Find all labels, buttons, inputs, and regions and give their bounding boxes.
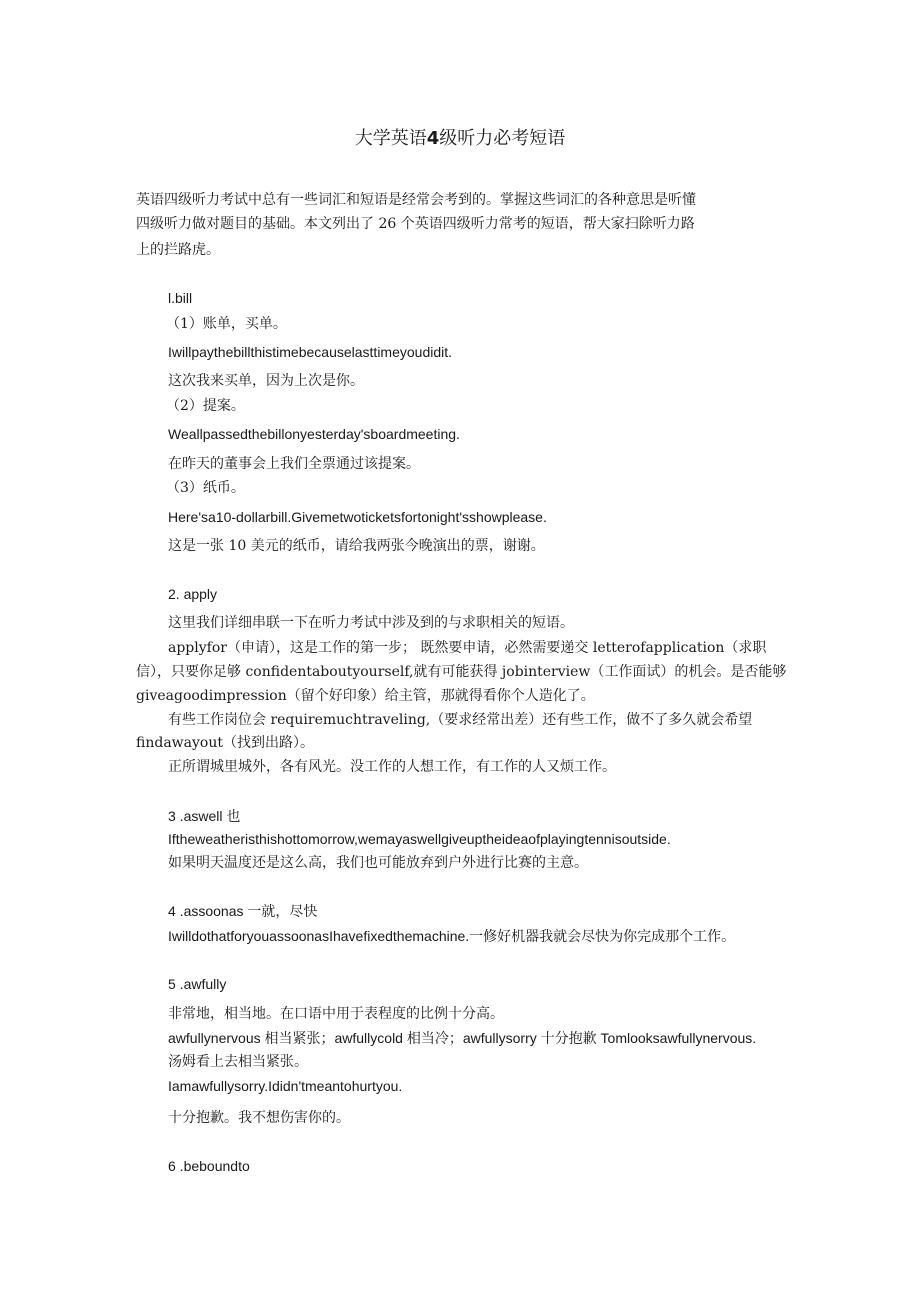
translation: 汤姆看上去相当紧张。 <box>168 1054 308 1070</box>
entry-heading: 3 .aswell 也 <box>168 808 241 824</box>
example-sentence: IwilldothatforyouassoonasIhavefixedthemachine.一修好机器我就会尽快为你完成那个工作。 <box>168 928 736 944</box>
intro-line: 上的拦路虎。 <box>136 242 220 258</box>
paragraph-line: 信），只要你足够 confidentaboutyourself,就有可能获得 jobinterview（工作面试）的机会。是否能够 <box>136 664 787 680</box>
translation: 如果明天温度还是这么高，我们也可能放弃到户外进行比赛的主意。 <box>168 855 588 871</box>
title-part2: 级听力必考短语 <box>439 128 566 149</box>
entry-heading: l.bill <box>168 290 193 306</box>
example-sentence: awfullynervous 相当紧张；awfullycold 相当冷；awfullysorry 十分抱歉 Tomlooksawfullynervous. <box>168 1030 757 1046</box>
translation: 在昨天的董事会上我们全票通过该提案。 <box>168 456 420 472</box>
translation: 十分抱歉。我不想伤害你的。 <box>168 1110 350 1126</box>
paragraph-line: giveagoodimpression（留个好印象）给主管，那就得看你个人造化了。 <box>136 688 595 704</box>
paragraph-line: findawayout（找到出路）。 <box>136 735 314 751</box>
entry-heading: 4 .assoonas 一就，尽快 <box>168 903 318 919</box>
intro-line: 四级听力做对题目的基础。本文列出了 26 个英语四级听力常考的短语，帮大家扫除听力路 <box>136 216 695 232</box>
example-sentence: Here'sa10-dollarbill.Givemetwoticketsfortonight'sshowplease. <box>168 509 547 525</box>
example-sentence: Weallpassedthebillonyesterday'sboardmeeting. <box>168 426 460 442</box>
paragraph-line: 正所谓城里城外，各有风光。没工作的人想工作，有工作的人又烦工作。 <box>168 759 616 775</box>
example-sentence: Iamawfullysorry.Ididn'tmeantohurtyou. <box>168 1078 403 1094</box>
example-sentence: Iftheweatheristhishottomorrow,wemayaswellgiveuptheideaofplayingtennisoutside. <box>168 831 671 847</box>
intro-line: 英语四级听力考试中总有一些词汇和短语是经常会考到的。掌握这些词汇的各种意思是听懂 <box>136 192 696 208</box>
sense-label: （2）提案。 <box>166 398 245 414</box>
title-part1: 大学英语 <box>354 128 427 149</box>
page-title <box>0 127 920 151</box>
sense-label: （3）纸币。 <box>166 480 245 496</box>
title-number: 4 <box>426 128 440 149</box>
example-sentence: Iwillpaythebillthistimebecauselasttimeyoudidit. <box>168 344 453 360</box>
entry-heading: 6 .beboundto <box>168 1158 250 1174</box>
paragraph-line: 有些工作岗位会 requiremuchtraveling,（要求经常出差）还有些工作，做不了多久就会希望 <box>168 712 753 728</box>
sense-label: （1）账单，买单。 <box>166 316 287 332</box>
entry-heading: 5 .awfully <box>168 976 227 992</box>
translation: 这是一张 10 美元的纸币，请给我两张今晚演出的票，谢谢。 <box>168 538 545 554</box>
paragraph-line: applyfor（申请），这是工作的第一步； 既然要申请，必然需要递交 letterofapplication（求职 <box>168 640 767 656</box>
definition: 非常地，相当地。在口语中用于表程度的比例十分高。 <box>168 1006 504 1022</box>
translation: 这次我来买单，因为上次是你。 <box>168 373 364 389</box>
paragraph-line: 这里我们详细串联一下在听力考试中涉及到的与求职相关的短语。 <box>168 615 574 631</box>
entry-heading: 2. apply <box>168 586 218 602</box>
